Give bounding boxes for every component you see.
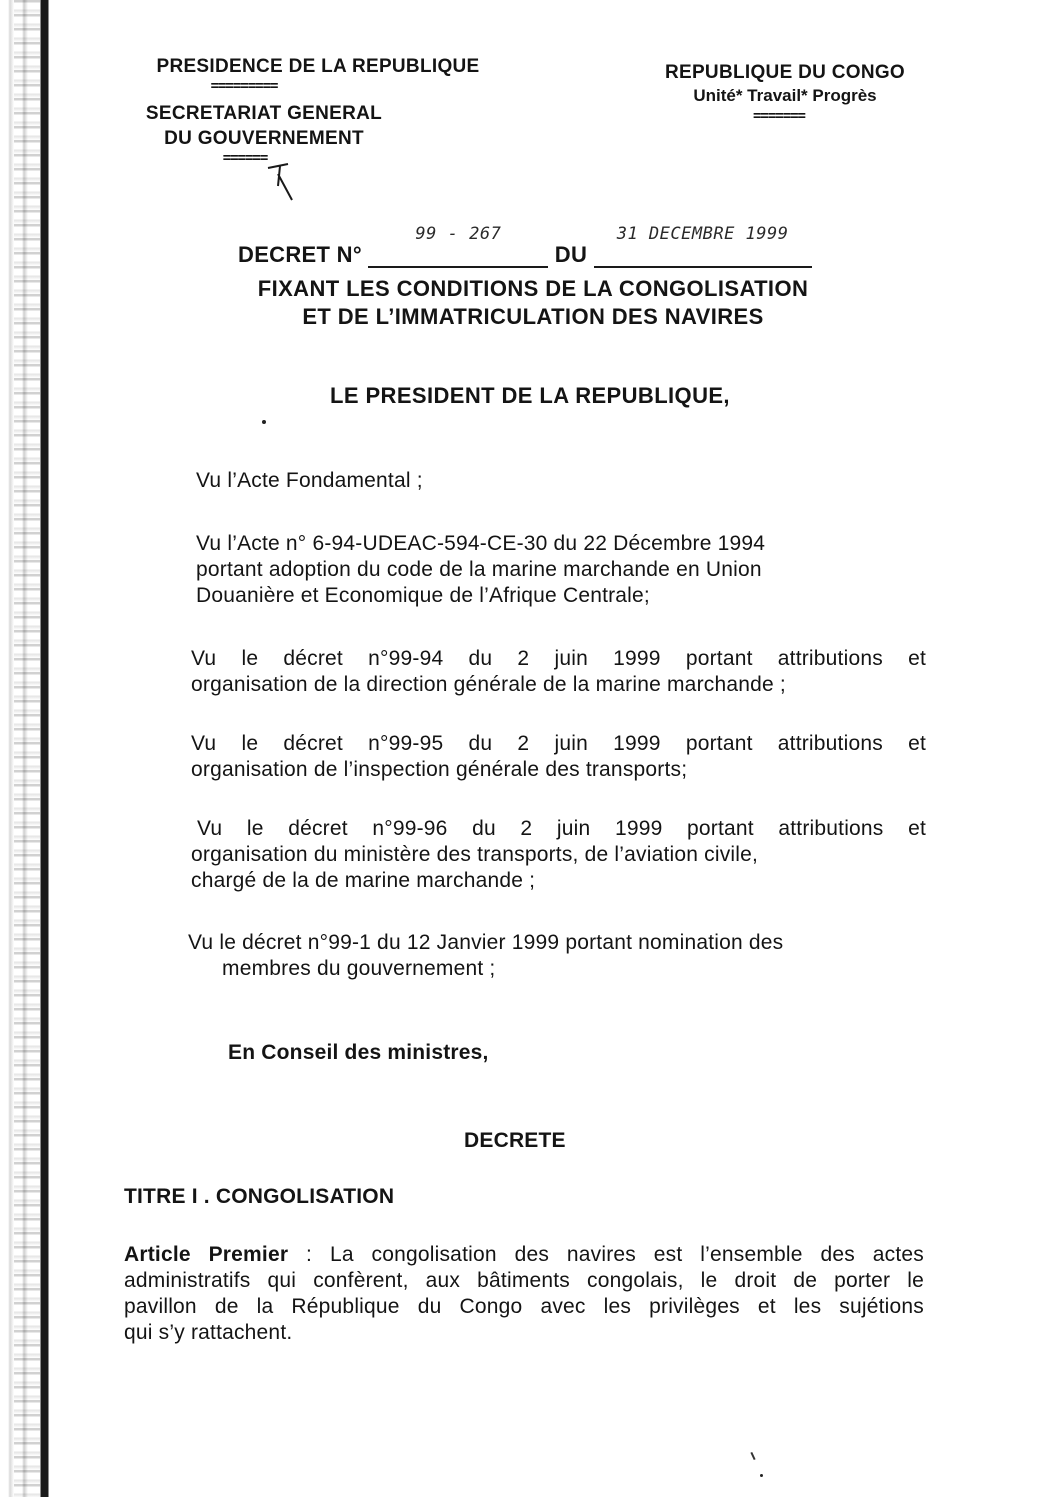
decree-date: 31 DECEMBRE 1999 xyxy=(616,224,789,244)
visa-line: Vu le décret n°99-1 du 12 Janvier 1999 portant nomination des xyxy=(188,931,784,954)
scan-speck xyxy=(750,1452,755,1460)
decree-title-line-1: FIXANT LES CONDITIONS DE LA CONGOLISATION xyxy=(257,276,809,301)
decree-number: 99 - 267 xyxy=(415,224,502,244)
header-secretariat: SECRETARIAT GENERAL xyxy=(145,103,383,124)
visa-decret-99-94 xyxy=(191,646,926,698)
visa-line: organisation de la direction générale de la marine marchande ; xyxy=(191,673,786,696)
visa-line: Vu le décret n°99-94 du 2 juin 1999 portant attributions et xyxy=(191,647,926,670)
president-heading: LE PRESIDENT DE LA REPUBLIQUE, xyxy=(330,383,730,408)
decree-date-field xyxy=(594,224,812,268)
article-label: Article Premier xyxy=(124,1243,289,1266)
visa-line: chargé de la de marine marchande ; xyxy=(191,869,536,892)
scan-speck xyxy=(760,1474,763,1477)
visa-line: membres du gouvernement ; xyxy=(222,957,496,980)
visa-decret-99-95 xyxy=(191,731,926,783)
header-gouvernement: DU GOUVERNEMENT xyxy=(164,128,364,149)
decrete-heading: DECRETE xyxy=(464,1129,566,1152)
visa-line: organisation de l’inspection générale des transports; xyxy=(191,758,688,781)
header-motto: Unité* Travail* Progrès xyxy=(693,86,877,105)
visa-udeac xyxy=(196,531,858,609)
decree-number-field xyxy=(368,224,548,268)
scan-speck xyxy=(262,420,266,424)
visa-acte-fondamental: Vu l’Acte Fondamental ; xyxy=(196,469,423,492)
article-line: qui s’y rattachent. xyxy=(124,1321,293,1344)
visa-decret-99-1 xyxy=(188,930,888,982)
article-line: administratifs qui confèrent, aux bâtiments congolais, le droit de porter le xyxy=(124,1269,924,1292)
visa-line: portant adoption du code de la marine marchande en Union xyxy=(196,558,762,581)
decree-title-line-2: ET DE L’IMMATRICULATION DES NAVIRES xyxy=(302,304,764,329)
visa-decret-99-96 xyxy=(191,816,926,894)
header-separator: ======= xyxy=(752,108,805,124)
article-text: : La congolisation des navires est l’ensemble des actes xyxy=(288,1243,924,1266)
article-line xyxy=(124,1242,924,1268)
header-separator: ========= xyxy=(210,78,278,94)
visa-line: organisation du ministère des transports, de l’aviation civile, xyxy=(191,843,759,866)
visa-line: Vu le décret n°99-95 du 2 juin 1999 portant attributions et xyxy=(191,732,926,755)
header-separator: ====== xyxy=(222,150,268,166)
scan-noise-artifact xyxy=(14,0,40,1497)
article-line: pavillon de la République du Congo avec les privilèges et les sujétions xyxy=(124,1295,924,1318)
header-presidence: PRESIDENCE DE LA REPUBLIQUE xyxy=(156,56,480,77)
visa-line: Vu le décret n°99-96 du 2 juin 1999 portant attributions et xyxy=(197,817,926,840)
decree-line xyxy=(238,224,838,268)
handwritten-mark xyxy=(262,160,296,204)
decree-prefix: DECRET N° xyxy=(238,242,362,267)
titre-heading: TITRE I . CONGOLISATION xyxy=(124,1185,395,1208)
article-premier xyxy=(124,1242,924,1346)
visa-line: Vu l’Acte n° 6-94-UDEAC-594-CE-30 du 22 Décembre 1994 xyxy=(196,532,766,555)
decree-du: DU xyxy=(554,242,588,267)
header-republique: REPUBLIQUE DU CONGO xyxy=(664,62,906,83)
conseil-des-ministres: En Conseil des ministres, xyxy=(228,1041,489,1064)
visa-line: Douanière et Economique de l’Afrique Centrale; xyxy=(196,584,650,607)
